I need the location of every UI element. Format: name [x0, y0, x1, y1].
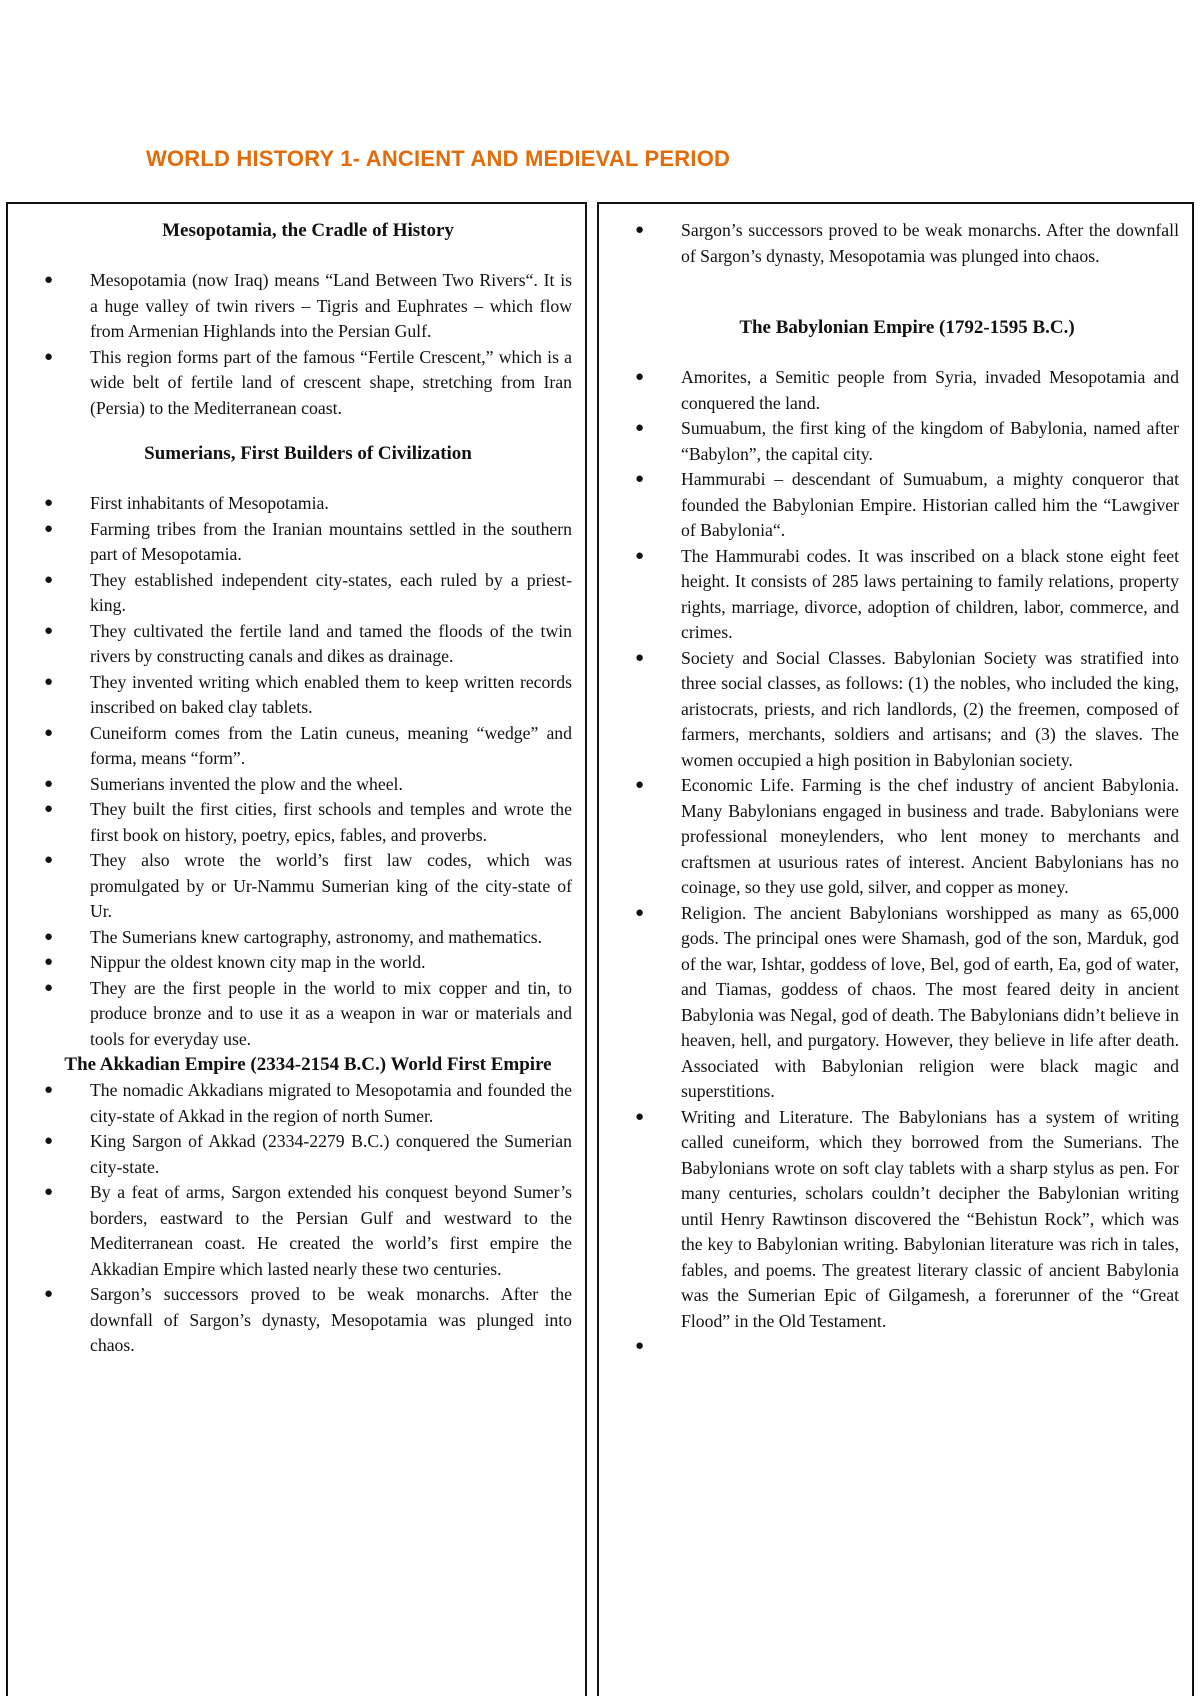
bullet-icon: ● [635, 649, 645, 666]
list-item [44, 268, 572, 345]
bullet-icon: ● [44, 272, 54, 288]
list-item-text: First inhabitants of Mesopotamia. [90, 493, 329, 513]
bullet-icon: ● [635, 1108, 645, 1125]
list-item [44, 950, 572, 976]
list-item [44, 797, 572, 848]
list-item-text: They are the first people in the world to mix copper and tin, to produce bronze and to use it as a weapon in war or materials and tools for everyday use. [90, 977, 572, 1049]
bullet-icon: ● [44, 954, 54, 970]
page-title: WORLD HISTORY 1- ANCIENT AND MEDIEVAL PERIOD [146, 146, 731, 171]
list-item-text: The nomadic Akkadians migrated to Mesopotamia and founded the city-state of Akkad in the region of north Sumer. [90, 1080, 572, 1126]
bullet-icon: ● [44, 801, 54, 817]
left-column [6, 202, 587, 1696]
list-item-text: They invented writing which enabled them to keep written records inscribed on baked clay tablets. [90, 671, 572, 717]
list-item [44, 568, 572, 619]
bullet-icon: ● [635, 471, 645, 487]
list-item-text: King Sargon of Akkad (2334-2279 B.C.) conquered the Sumerian city-state. [90, 1131, 572, 1177]
bullet-icon: ● [44, 622, 54, 639]
bullet-icon: ● [635, 420, 645, 436]
bullet-icon: ● [44, 775, 54, 792]
list-item-text: The Hammurabi codes. It was inscribed on a black stone eight feet height. It consists of 285 laws pertaining to family relations, property rights, marriage, divorce, adoption of children, labor, commerce, and crimes. [681, 545, 1179, 642]
bullet-icon: ● [44, 928, 54, 945]
list-item [44, 976, 572, 1053]
list-item [44, 517, 572, 568]
bullet-icon: ● [44, 852, 54, 868]
list-item-text: Religion. The ancient Babylonians worshipped as many as 65,000 gods. The principal ones were Shamash, god of the son, Marduk, god of the war, Ishtar, goddess of love, Bel, god of earth, Ea, god of water, and Tiamas, goddess of chaos. The most feared deity in ancient Babylonia was Negal, god of death. The Babylonians didn’t believe in heaven, hell, and purgatory. However, they believe in life after death. Associated with Babylonian religion were black magic and superstitions. [681, 902, 1179, 1101]
list-babylonian [635, 365, 1179, 1354]
list-item [635, 467, 1179, 544]
list-mesopotamia [44, 268, 572, 421]
section-title-sumerians: Sumerians, First Builders of Civilization [144, 443, 472, 464]
bullet-icon: ● [635, 369, 645, 385]
list-item [44, 1129, 572, 1180]
list-item [635, 773, 1179, 901]
list-item [44, 925, 572, 951]
right-column [597, 202, 1194, 1696]
list-item-text: They built the first cities, first schools and temples and wrote the first book on history, poetry, epics, fables, and proverbs. [90, 799, 572, 845]
bullet-icon: ● [44, 1082, 54, 1098]
bullet-icon: ● [44, 495, 54, 511]
list-item-text: Society and Social Classes. Babylonian Society was stratified into three social classes, as follows: (1) the nobles, who included the king, aristocrats, priests, and rich landlords, (2) the freemen, composed of farmers, merchants, soldiers and artisans; and (3) the slaves. The women occupied a high position in Babylonian society. [681, 647, 1179, 770]
bullet-icon: ● [44, 1184, 54, 1200]
list-item-text: Economic Life. Farming is the chef industry of ancient Babylonia. Many Babylonians engaged in business and trade. Babylonians were professional moneylenders, who lent money to merchants and craftsmen at usurious rates of interest. Ancient Babylonians has no coinage, so they use gold, silver, and copper as money. [681, 775, 1179, 897]
bullet-icon: ● [44, 1286, 54, 1302]
list-item-text: They also wrote the world’s first law codes, which was promulgated by or Ur-Nammu Sumerian king of the city-state of Ur. [90, 850, 572, 921]
list-item-text: Sumuabum, the first king of the kingdom of Babylonia, named after “Babylon”, the capital city. [681, 418, 1179, 464]
list-item-text: Hammurabi – descendant of Sumuabum, a mighty conqueror that founded the Babylonian Empire. Historian called him the “Lawgiver of Babylonia“. [681, 469, 1179, 540]
list-item-text: Nippur the oldest known city map in the world. [90, 952, 426, 972]
list-item [44, 721, 572, 772]
list-item [44, 345, 572, 422]
section-title-mesopotamia: Mesopotamia, the Cradle of History [162, 220, 454, 241]
list-item-text: Sargon’s successors proved to be weak monarchs. After the downfall of Sargon’s dynasty, Mesopotamia was plunged into chaos. [681, 220, 1179, 266]
list-item [44, 619, 572, 670]
list-item [635, 365, 1179, 416]
list-item [44, 670, 572, 721]
list-item [635, 218, 1179, 269]
section-title-babylonian: The Babylonian Empire (1792-1595 B.C.) [739, 317, 1075, 338]
list-right-intro [635, 218, 1179, 269]
list-item [44, 1078, 572, 1129]
list-item-text: By a feat of arms, Sargon extended his conquest beyond Sumer’s borders, eastward to the Persian Gulf and westward to the Mediterranean coast. He created the world’s first empire the Akkadian Empire which lasted nearly these two centuries. [90, 1182, 572, 1279]
bullet-icon: ● [44, 1133, 54, 1149]
bullet-icon: ● [635, 904, 645, 921]
list-item [44, 1282, 572, 1359]
list-item [635, 901, 1179, 1105]
list-item-text: Mesopotamia (now Iraq) means “Land Between Two Rivers“. It is a huge valley of twin rivers – Tigris and Euphrates – which flow from Armenian Highlands into the Persian Gulf. [90, 270, 572, 341]
list-item-text: Writing and Literature. The Babylonians has a system of writing called cuneiform, which they borrowed from the Sumerians. The Babylonians wrote on soft clay tablets with a sharp stylus as pen. For many centuries, scholars couldn’t decipher the Babylonian writing until Henry Rawtinson discovered the “Behistun Rock”, which was the key to Babylonian writing. Babylonian literature was rich in tales, fables, and poems. The greatest literary classic of ancient Babylonia was the Sumerian Epic of Gilgamesh, a forerunner of the “Great Flood” in the Old Testament. [681, 1106, 1179, 1331]
list-item [44, 491, 572, 517]
section-title-akkadian: The Akkadian Empire (2334-2154 B.C.) World First Empire [64, 1054, 552, 1075]
bullet-icon: ● [44, 673, 54, 690]
bullet-icon: ● [44, 348, 54, 365]
list-item-text: Sargon’s successors proved to be weak monarchs. After the downfall of Sargon’s dynasty, Mesopotamia was plunged into chaos. [90, 1284, 572, 1355]
list-item-text: Cuneiform comes from the Latin cuneus, meaning “wedge” and forma, means “form”. [90, 722, 572, 768]
list-item [635, 544, 1179, 646]
list-item [44, 1180, 572, 1282]
list-item [44, 848, 572, 925]
list-item-text: They established independent city-states, each ruled by a priest-king. [90, 569, 572, 615]
bullet-icon: ● [44, 571, 54, 588]
bullet-icon: ● [635, 777, 645, 793]
bullet-icon: ● [635, 547, 645, 564]
list-item [635, 646, 1179, 774]
list-item-text: This region forms part of the famous “Fertile Crescent,” which is a wide belt of fertile land of crescent shape, stretching from Iran (Persia) to the Mediterranean coast. [90, 346, 572, 418]
list-item [44, 772, 572, 798]
bullet-icon: ● [44, 520, 54, 537]
list-item [635, 1105, 1179, 1335]
list-item-text: Amorites, a Semitic people from Syria, invaded Mesopotamia and conquered the land. [681, 367, 1179, 413]
list-item-text: The Sumerians knew cartography, astronomy, and mathematics. [90, 926, 543, 947]
list-akkadian [44, 1078, 572, 1359]
list-item-text: Sumerians invented the plow and the wheel. [90, 773, 403, 794]
list-item-text: Farming tribes from the Iranian mountains settled in the southern part of Mesopotamia. [90, 518, 572, 564]
bullet-icon: ● [44, 724, 54, 741]
list-sumerians [44, 491, 572, 1052]
bullet-icon: ● [635, 1338, 645, 1354]
list-item [635, 416, 1179, 467]
list-item-text: They cultivated the fertile land and tamed the floods of the twin rivers by constructing canals and dikes as drainage. [90, 620, 572, 666]
bullet-icon: ● [44, 979, 54, 996]
bullet-icon: ● [635, 222, 645, 238]
